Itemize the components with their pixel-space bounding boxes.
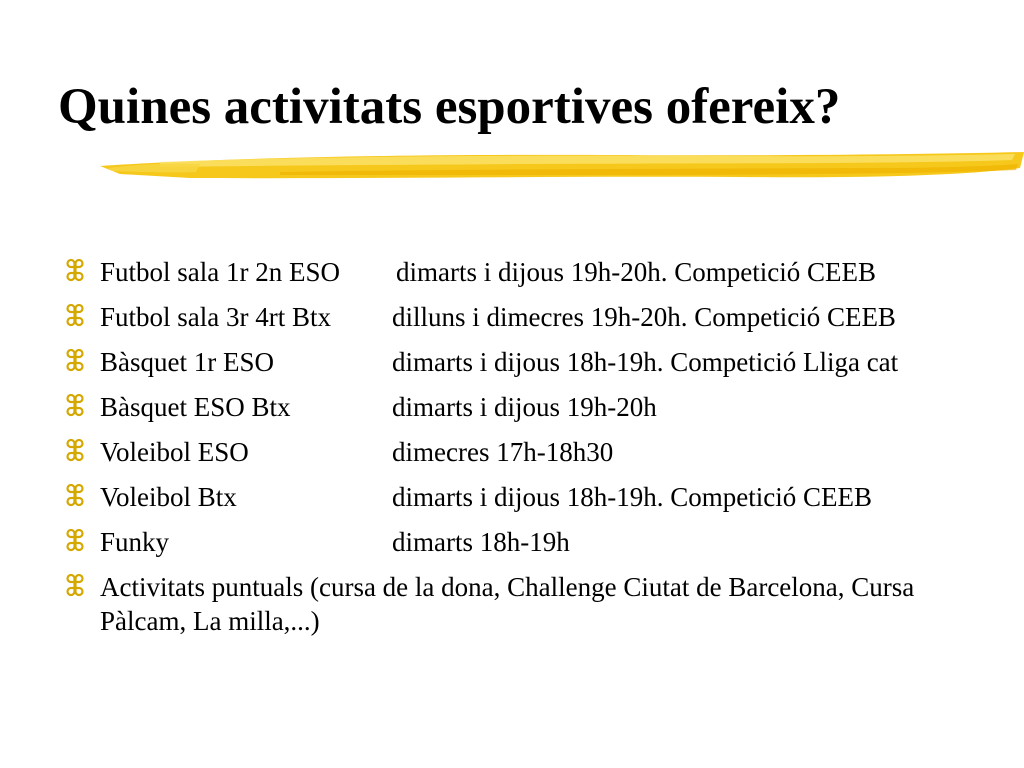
- list-item: [64, 255, 1004, 300]
- activity-name: Bàsquet 1r ESO: [100, 347, 274, 377]
- activity-schedule: dilluns i dimecres 19h-20h. Competició CEEB: [392, 302, 896, 332]
- slide-title: Quines activitats esportives ofereix?: [58, 79, 841, 135]
- place-of-interest-icon: [64, 525, 100, 552]
- activity-name: Voleibol ESO: [100, 437, 249, 467]
- activity-schedule: dimarts 18h-19h: [392, 527, 570, 557]
- activity-schedule: dimecres 17h-18h30: [392, 437, 614, 467]
- list-item: [64, 345, 1004, 390]
- activity-schedule: dimarts i dijous 18h-19h. Competició Lliga cat: [392, 347, 899, 377]
- activity-name: Bàsquet ESO Btx: [100, 392, 291, 422]
- list-item: [64, 525, 1004, 570]
- activity-schedule: dimarts i dijous 18h-19h. Competició CEEB: [392, 482, 872, 512]
- list-item: [64, 480, 1004, 525]
- activity-name: Futbol sala 1r 2n ESO: [100, 257, 340, 287]
- place-of-interest-icon: [64, 570, 100, 597]
- activity-name: Voleibol Btx: [100, 482, 237, 512]
- activity-name: Futbol sala 3r 4rt Btx: [100, 302, 331, 332]
- activity-schedule: dimarts i dijous 19h-20h: [392, 392, 657, 422]
- place-of-interest-icon: [64, 435, 100, 462]
- place-of-interest-icon: [64, 255, 100, 282]
- extra-activities-text: Activitats puntuals (cursa de la dona, Challenge Ciutat de Barcelona, Cursa Pàlcam, La milla,...): [100, 572, 915, 636]
- place-of-interest-icon: [64, 480, 100, 507]
- activity-schedule: dimarts i dijous 19h-20h. Competició CEEB: [396, 257, 876, 287]
- place-of-interest-icon: [64, 345, 100, 372]
- list-item: [64, 300, 1004, 345]
- place-of-interest-icon: [64, 390, 100, 417]
- list-item: [64, 390, 1004, 435]
- list-item: [64, 570, 1004, 638]
- title-brush-underline: [100, 150, 1024, 190]
- activity-list: [64, 255, 1004, 638]
- activity-name: Funky: [100, 527, 170, 557]
- place-of-interest-icon: [64, 300, 100, 327]
- list-item: [64, 435, 1004, 480]
